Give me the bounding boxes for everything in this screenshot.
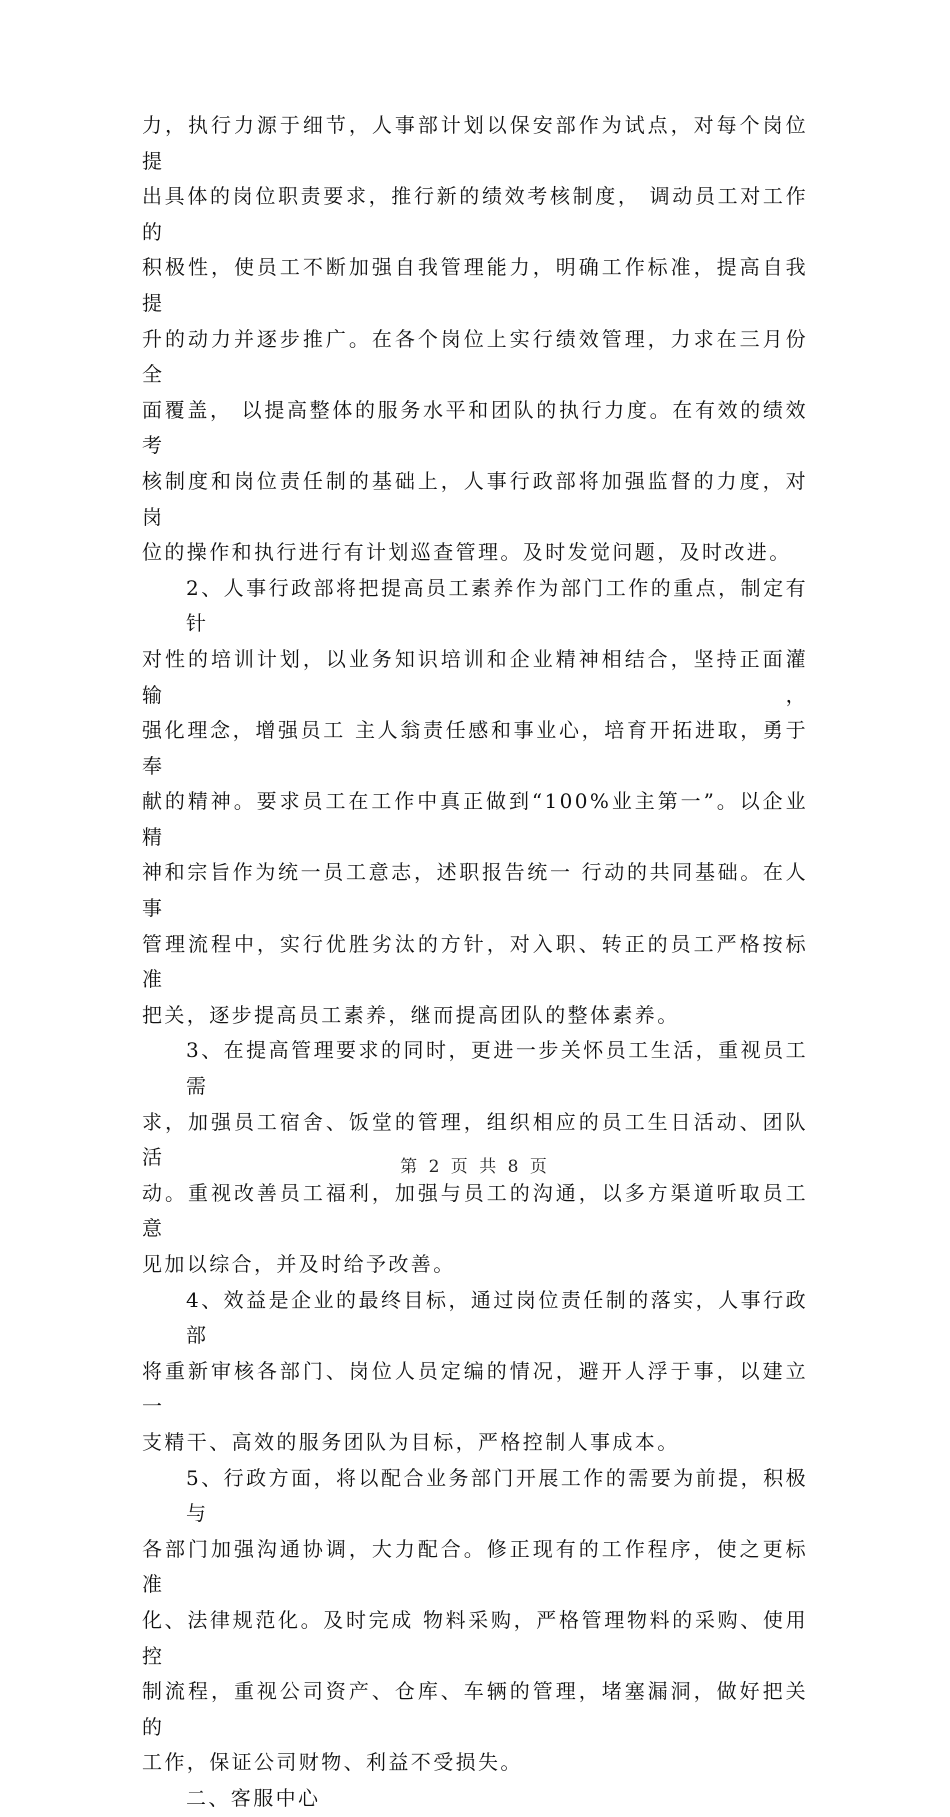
text-line: 5、行政方面，将以配合业务部门开展工作的需要为前提，积极与 [186,1465,808,1526]
text-line: 出具体的岗位职责要求，推行新的绩效考核制度， 调动员工对工作的 [142,184,808,244]
text-line: 对性的培训计划，以业务知识培训和企业精神相结合，坚持正面灌输， [142,646,808,707]
section-heading: 二、客服中心 [186,1785,321,1810]
text-line: 制流程，重视公司资产、仓库、车辆的管理，堵塞漏洞，做好把关的 [142,1679,808,1739]
text-line: 2、人事行政部将把提高员工素养作为部门工作的重点，制定有针 [186,575,808,636]
paragraph-item-2 [142,571,808,1034]
text-line: 核制度和岗位责任制的基础上，人事行政部将加强监督的力度，对岗 [142,468,808,529]
text-line: 把关，逐步提高员工素养，继而提高团队的整体素养。 [142,1002,680,1027]
text-line: 神和宗旨作为统一员工意志，述职报告统一 行动的共同基础。在人事 [142,860,808,921]
text-line: 动。重视改善员工福利，加强与员工的沟通，以多方渠道听取员工意 [142,1180,808,1241]
document-body [142,108,808,1817]
text-line: 献的精神。要求员工在工作中真正做到“100%业主第一”。以企业精 [142,789,808,849]
text-line: 位的操作和执行进行有计划巡查管理。及时发觉问题，及时改进。 [142,540,792,565]
text-line: 面覆盖， 以提高整体的服务水平和团队的执行力度。在有效的绩效考 [142,397,808,458]
text-line: 强化理念，增强员工 主人翁责任感和事业心，培育开拓进取，勇于奉 [142,718,808,778]
paragraph-continued [142,108,808,571]
paragraph-item-5 [142,1461,808,1781]
text-line: 求，加强员工宿舍、饭堂的管理，组织相应的员工生日活动、团队活 [142,1109,808,1170]
text-line: 管理流程中，实行优胜劣汰的方针，对入职、转正的员工严格按标准 [142,931,808,992]
text-line: 将重新审核各部门、岗位人员定编的情况，避开人浮于事，以建立一 [142,1358,808,1419]
text-line: 4、效益是企业的最终目标，通过岗位责任制的落实，人事行政部 [186,1287,808,1348]
text-line: 积极性，使员工不断加强自我管理能力，明确工作标准，提高自我提 [142,255,808,315]
text-line: 力，执行力源于细节，人事部计划以保安部作为试点，对每个岗位提 [142,113,808,173]
text-line: 见加以综合，并及时给予改善。 [142,1252,456,1276]
text-line: 工作，保证公司财物、利益不受损失。 [142,1750,523,1775]
text-line: 升的动力并逐步推广。在各个岗位上实行绩效管理，力求在三月份全 [142,326,808,387]
page-number-footer: 第 2 页 共 8 页 [400,1157,550,1177]
paragraph-item-4 [142,1283,808,1461]
text-line: 化、法律规范化。及时完成 物料采购，严格管理物料的采购、使用控 [142,1607,808,1668]
text-line: 3、在提高管理要求的同时，更进一步关怀员工生活，重视员工需 [186,1038,808,1099]
text-line: 各部门加强沟通协调，大力配合。修正现有的工作程序，使之更标准 [142,1536,808,1597]
text-line: 支精干、高效的服务团队为目标，严格控制人事成本。 [142,1429,680,1454]
